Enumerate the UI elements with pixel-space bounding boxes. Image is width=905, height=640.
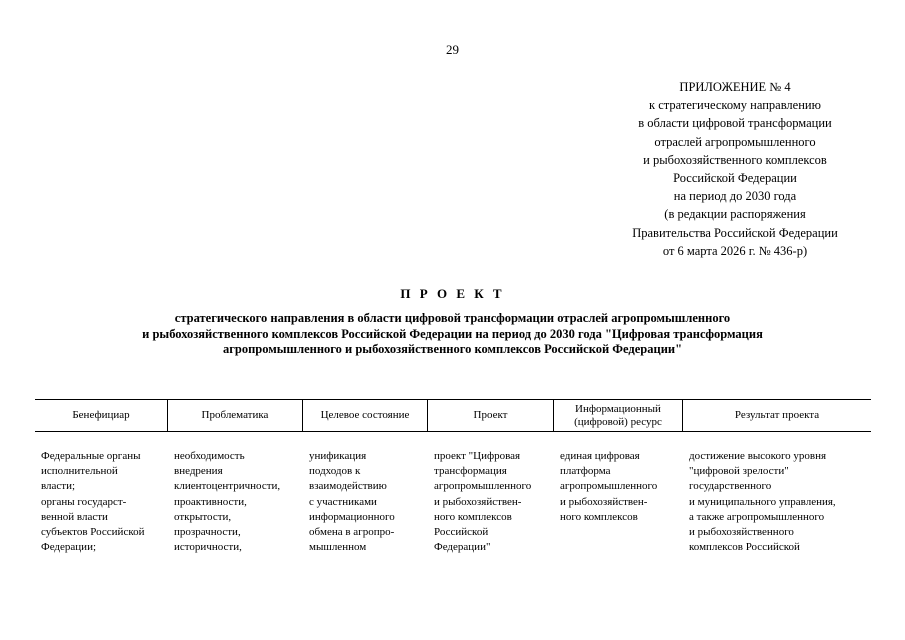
- header-beneficiary: Бенефициар: [35, 400, 168, 431]
- cell-info-resource: единая цифровая платформа агропромышленного и рыбохозяйствен- ного комплексов: [560, 450, 658, 523]
- appendix-line: и рыбохозяйственного комплексов: [643, 152, 827, 167]
- cell-target-state: унификация подходов к взаимодействию с участниками информационного обмена в агропро- мышленном: [309, 450, 395, 554]
- appendix-line: Российской Федерации: [673, 171, 797, 186]
- cell-project-result: достижение высокого уровня "цифровой зрелости" государственного и муниципального управления, а также агропромышленного и рыбохозяйственного комплексов Российской: [689, 450, 836, 554]
- header-project: Проект: [428, 400, 554, 431]
- table-row: [35, 449, 871, 555]
- appendix-line: от 6 марта 2026 г. № 436-р): [662, 243, 808, 258]
- header-problems: Проблематика: [168, 400, 303, 431]
- appendix-line: отраслей агропромышленного: [654, 134, 816, 149]
- cell-project: проект "Цифровая трансформация агропромышленного и рыбохозяйствен- ного комплексов Российской Федерации": [434, 450, 532, 554]
- subtitle-line: и рыбохозяйственного комплексов Российской Федерации на период до 2030 года "Цифровая трансформация: [142, 326, 763, 341]
- header-info-resource: Информационный (цифровой) ресурс: [554, 400, 683, 431]
- page-number: 29: [446, 42, 459, 57]
- appendix-line: (в редакции распоряжения: [664, 207, 806, 222]
- header-project-result: Результат проекта: [734, 409, 820, 421]
- appendix-line: в области цифровой трансформации: [638, 116, 832, 131]
- table-header-row: [35, 399, 871, 432]
- document-subtitle: [0, 311, 905, 358]
- appendix-line: к стратегическому направлению: [649, 98, 821, 113]
- cell-problems: необходимость внедрения клиентоцентричности, проактивности, открытости, прозрачности, историчности,: [174, 450, 281, 554]
- appendix-line: ПРИЛОЖЕНИЕ № 4: [679, 80, 791, 94]
- cell-beneficiary: Федеральные органы исполнительной власти; органы государст- венной власти субъектов Российской Федерации;: [41, 450, 145, 554]
- subtitle-line: агропромышленного и рыбохозяйственного комплексов Российской Федерации": [222, 342, 683, 356]
- appendix-line: на период до 2030 года: [673, 189, 797, 204]
- document-title: П Р О Е К Т: [400, 286, 505, 301]
- subtitle-line: стратегического направления в области цифровой трансформации отраслей агропромышленного: [174, 311, 731, 325]
- project-table: [35, 399, 871, 555]
- header-target-state: Целевое состояние: [303, 400, 428, 431]
- appendix-block: [590, 78, 880, 260]
- appendix-line: Правительства Российской Федерации: [632, 225, 838, 240]
